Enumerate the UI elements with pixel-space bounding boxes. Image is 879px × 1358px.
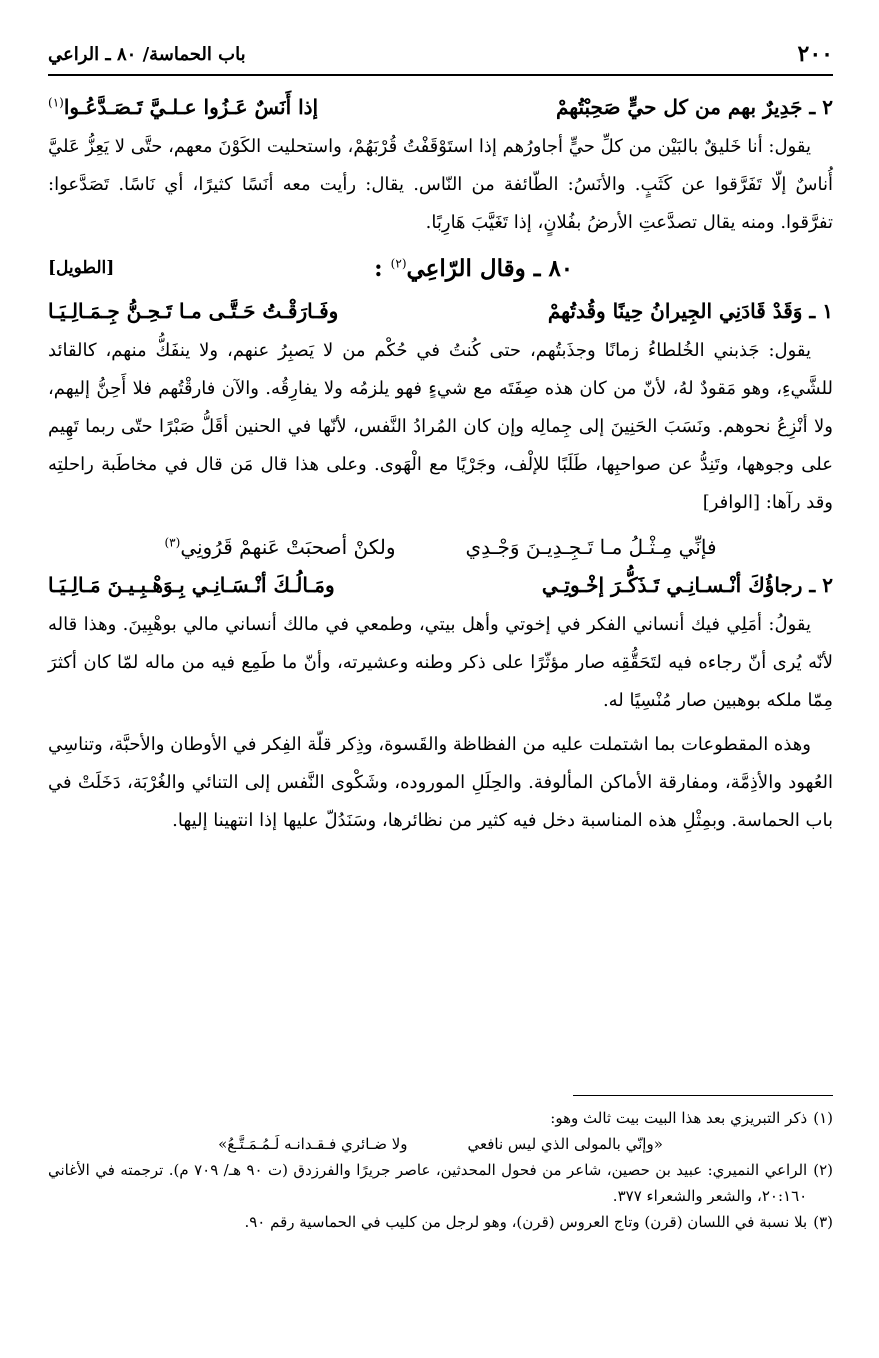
section-title-text: ٨٠ ـ وقال الرّاعِي	[406, 254, 574, 282]
section-colon: :	[374, 254, 383, 282]
footnote-number: (٢)	[813, 1161, 833, 1179]
hemistich-b	[164, 530, 395, 564]
hemistich-a: ٢ ـ جَدِيرٌ بهم من كل حيٍّ صَحِبْتُهمْ	[555, 95, 833, 119]
footnote-mark-3: (٣)	[164, 535, 181, 550]
section-title	[114, 255, 833, 282]
footnote-text: بلا نسبة في اللسان (قرن) وتاج العروس (قرن)، وهو لرجل من كليب في الحماسية رقم ٩٠.	[244, 1213, 808, 1231]
commentary-paragraph-1: يقول: أنا خَليقٌ بالبَيْن من كلِّ حيٍّ أجاورُهم إذا استَوْقَفْتُ قُرْبَهُمْ، واستحليت الكَوْنَ معهم، حتَّى لا يَعِزُّ عَليَّ أُناسٌ إلّا تَفَرَّقوا عن كَثَبٍ. والأنَسُ: الطّائفة من النّاس. يقال: رأيت معه أنَسًا كثيرًا، أي نَاسًا. تَصَدَّعوا: تفرَّقوا. ومنه يقال تصدَّعتِ الأرضُ بفُلانٍ، إذا تَغَيَّبَ هَارِبًا.	[48, 136, 833, 233]
section-heading	[48, 248, 833, 288]
footnote-text: الراعي النميري: عبيد بن حصين، شاعر من فحول المحدثين، عاصر جريرًا والفرزدق (ت ٩٠ هـ/ ٧٠٩ م). ترجمته في الأغاني ٢٠:١٦٠، والشعر والشعراء ٣٧٧.	[48, 1161, 808, 1205]
footnote-number: (١)	[813, 1109, 833, 1127]
footnote-verse-b: ولا ضـائري فـقـدانـه لَـمُـمَـتَّـعُ»	[218, 1135, 408, 1153]
footnote-2	[48, 1157, 833, 1209]
hemistich-a: فإنِّي مِـثْـلُ مـا تَـجِـدِيـنَ وَجْـدِي	[465, 535, 717, 559]
verse-1	[48, 294, 833, 328]
hemistich-b: وفَـارَقْـتُ حَـتَّـى مـا تَـحِـنُّ جِـمَـالِـيَـا	[48, 299, 339, 323]
verse-2	[48, 568, 833, 602]
page-content	[48, 88, 833, 846]
footnote-1	[48, 1105, 833, 1131]
hemistich-a: ٢ ـ رجاؤُكَ أنْـسـانِـي تَـذَكُّـرَ إخْـوتِـي	[541, 573, 833, 597]
hemistich-b-text: إذا أَنَسٌ عَـزُوا عـلـيَّ تَـصَـدَّعُـوا	[63, 95, 319, 119]
footnote-3	[48, 1209, 833, 1235]
poetic-meter: [الطويل]	[48, 258, 115, 278]
page-header	[48, 34, 833, 76]
footnote-mark-2: (٢)	[390, 255, 407, 270]
hemistich-b: ومَـالُـكَ أنْـسَـانِـي بِـوَهْـبِـيـنَ مَـالِـيَـا	[48, 573, 335, 597]
commentary-paragraph-4: وهذه المقطوعات بما اشتملت عليه من الفظاظة والقَسوة، وذِكر قلّة الفِكر في الأوطان والأحبَّة، وتناسِي العُهود والأذِمَّة، ومفارقة الأماكن المألوفة. والحِلَلِ الموروده، وشَكْوى النَّفس إلى التنائي والغُرْبَة، دَخَلَتْ في باب الحماسة. وبمِثْلِ هذه المناسبة دخل فيه كثير من نظائرها، وسَنَدُلّ عليها إذا انتهينا إليها.	[48, 734, 833, 831]
footnote-1-verse	[48, 1131, 833, 1157]
footnote-text: ذكر التبريزي بعد هذا البيت بيت ثالث وهو:	[550, 1109, 808, 1127]
footnote-number: (٣)	[813, 1213, 833, 1231]
footnote-verse-a: «وإنّي بالمولى الذي ليس نافعي	[467, 1135, 663, 1153]
running-head: باب الحماسة/ ٨٠ ـ الراعي	[48, 43, 246, 65]
hemistich-a: ١ ـ وَقَدْ قَادَنِي الجِيرانُ حِينًا وقُدتُهمْ	[547, 299, 833, 323]
footnote-mark-1: (١)	[48, 95, 64, 110]
page-number: ٢٠٠	[797, 41, 833, 67]
footnotes	[48, 1105, 833, 1235]
commentary-paragraph-2: يقول: جَذبني الخُلطاءُ زمانًا وجذَبتُهم، حتى كُنتُ في حُكْم من لا يَصبِرُ عنهم، ولا ينفَكُّ منهم، كالقائد للشَّيءِ، وهو مَقودٌ لهُ، لأنّ من كان هذه صِفَتَه مع شيءٍ فهو يلزمُه ولا يفارِقُه. والآن فارقْتُهم فلا أَحِنُّ إليهم، ولا أنْزِعُ نحوهم. ونَسَبَ الحَنِينَ إلى جِمالِه وإن كان المُرادُ النَّفس، لأنّها في الحنين أقَلُّ صَبْرًا حتّى ربما تَهِيم على وجوهها، وتَنِدُّ عن صواحبِها، طَلَبًا للإلْف، وجَرْيًا مع الْهَوى. وعلى هذا قال مَن قال في مخاطَبة راحلتِه وقد رآها: [الوافر]	[48, 340, 833, 513]
verse-2-previous-poem	[48, 90, 833, 124]
hemistich-b	[48, 90, 318, 124]
commentary-paragraph-3: يقولُ: أمَلِي فيك أنساني الفكر في إخوتي وأهل بيتي، وطمعي في مالك أنساني مالي بوهْبِينَ. وهذا قاله لأنّه يُرى أنّ رجاءه فيه لتَحَقُّقِه صار مؤثّرًا على ذكر وطنه وعشيرته، وأنّ ما طَمِع فيه من ماله لمّا كان أكثرَ مِمّا ملكه بوهبين صار مُنْسِيًا له.	[48, 614, 833, 711]
footnote-divider	[573, 1095, 833, 1096]
quoted-verse	[48, 530, 833, 564]
hemistich-b-text: ولكنْ أصحبَتْ عَنهمْ قَرُونِي	[180, 535, 396, 559]
